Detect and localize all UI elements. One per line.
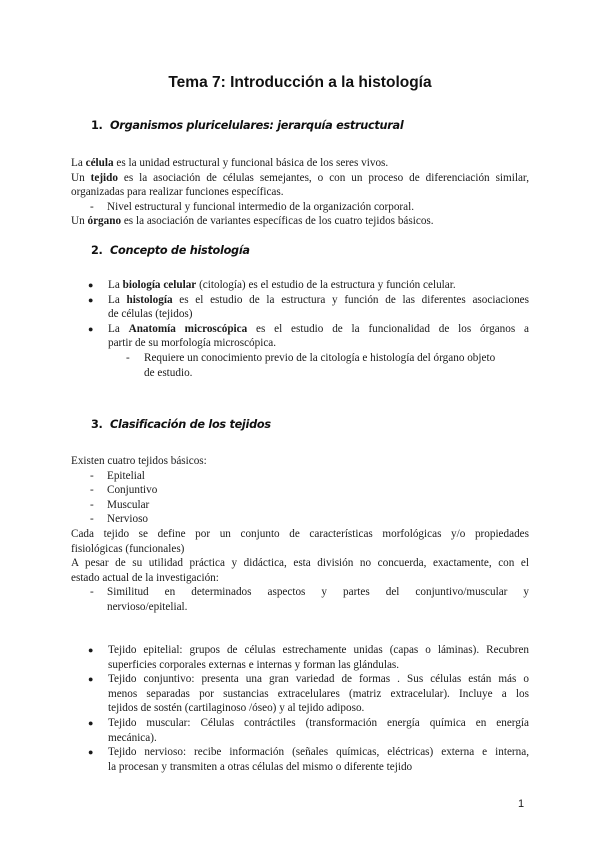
list-item: ● Tejido muscular: Células contráctiles (transformación energía química en energía	[88, 716, 529, 729]
sub-list-item-cont: de estudio.	[144, 366, 193, 379]
paragraph-organo: Un órgano es la asociación de variantes específicas de los cuatro tejidos básicos.	[71, 215, 434, 228]
sub-list-item: - Requiere un conocimiento previo de la citología e histología del órgano objeto	[126, 351, 496, 364]
section-1-heading	[91, 118, 403, 133]
list-item-cont: menos separadas por sustancias extracelulares (matriz extracelular). Incluye a los	[108, 687, 529, 700]
paragraph-intro: Existen cuatro tejidos básicos:	[71, 455, 207, 467]
section-1-number: 1.	[91, 119, 103, 132]
list-item: - Nervioso	[90, 513, 149, 526]
paragraph-tejido-cont: organizadas para realizar funciones específicas.	[71, 186, 284, 199]
list-item: ● Tejido nervioso: recibe información (señales químicas, eléctricas) externa e interna,	[88, 746, 529, 759]
list-item: ● La histología es el estudio de la estructura y función de las diferentes asociaciones	[88, 293, 529, 306]
list-item: ● Tejido conjuntivo: presenta una gran variedad de formas . Sus células están más o	[88, 673, 529, 686]
page-title: Tema 7: Introducción a la histología	[168, 74, 432, 91]
section-2-body	[71, 278, 529, 380]
list-item: - Conjuntivo	[90, 484, 158, 497]
section-3-body	[71, 454, 529, 615]
section-3-title: Clasificación de los tejidos	[110, 418, 271, 431]
paragraph-celula: La célula es la unidad estructural y funcional básica de los seres vivos.	[71, 157, 389, 169]
paragraph-define: Cada tejido se define por un conjunto de características morfológicas y/o propiedades	[71, 527, 529, 540]
page-number: 1	[518, 798, 525, 810]
section-2-title: Concepto de histología	[110, 244, 250, 257]
list-item: ● La biología celular (citología) es el estudio de la estructura y función celular.	[88, 279, 456, 291]
list-item-cont: mecánica).	[108, 731, 157, 744]
section-1-title: Organismos pluricelulares: jerarquía estructural	[110, 119, 404, 132]
list-item: ● La Anatomía microscópica es el estudio de la funcionalidad de los órganos a	[88, 322, 529, 335]
list-item: - Epitelial	[90, 469, 145, 482]
list-item-cont: superficies corporales externas e internas y forman las glándulas.	[108, 658, 400, 671]
paragraph-tejido: Un tejido es la asociación de células semejantes, o con un proceso de diferenciación similar,	[71, 171, 529, 184]
list-item: - Muscular	[90, 498, 150, 511]
tissue-descriptions	[71, 643, 529, 774]
section-2-heading	[91, 243, 250, 258]
paragraph-utilidad-cont: estado actual de la investigación:	[71, 571, 219, 584]
section-3-number: 3.	[91, 418, 103, 431]
section-2-number: 2.	[91, 244, 103, 257]
list-item: - Similitud en determinados aspectos y partes del conjuntivo/muscular y	[90, 586, 529, 599]
list-item-cont: tejidos de sostén (cartilaginoso /óseo) y al tejido adiposo.	[108, 702, 365, 715]
list-item-cont: de células (tejidos)	[108, 308, 193, 321]
paragraph-define-cont: fisiológicas (funcionales)	[71, 542, 185, 555]
list-item-cont: nervioso/epitelial.	[107, 600, 188, 613]
list-item: - Nivel estructural y funcional intermedio de la organización corporal.	[90, 200, 415, 213]
list-item-cont: la procesan y transmiten a otras células del mismo o diferente tejido	[108, 760, 413, 773]
list-item-cont: partir de su morfología microscópica.	[108, 337, 277, 350]
paragraph-utilidad: A pesar de su utilidad práctica y didáctica, esta división no concuerda, exactamente, con el	[71, 557, 529, 570]
section-3-heading	[91, 417, 271, 432]
section-1-body	[71, 156, 529, 229]
list-item: ● Tejido epitelial: grupos de células estrechamente unidas (capas o láminas). Recubren	[88, 644, 529, 656]
